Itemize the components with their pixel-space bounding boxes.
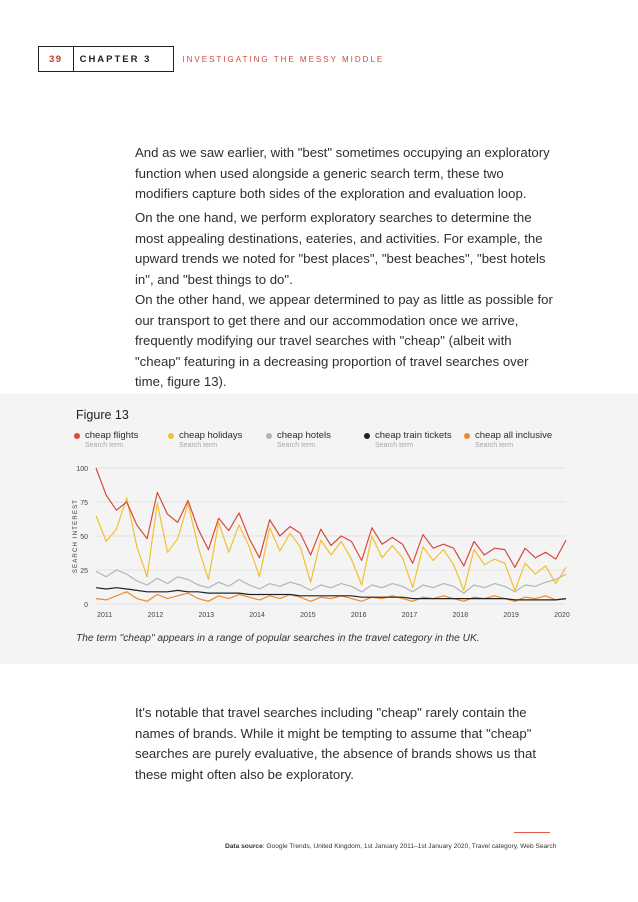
legend-subtitle: Search term: [277, 442, 316, 449]
x-tick-label: 2020: [554, 612, 570, 619]
x-tick-label: 2015: [300, 612, 316, 619]
chapter-label: CHAPTER 3: [73, 46, 175, 72]
body-paragraph-2: On the one hand, we perform exploratory searches to determine the most appealing destinations, eateries, and activities. For example, the upward trends we noted for "best places", "best beaches", "best hotels in", and "best things to do".: [135, 210, 546, 287]
page-header: [38, 46, 384, 72]
data-source: [225, 843, 556, 850]
legend-subtitle: Search term: [475, 442, 514, 449]
legend-label: cheap train tickets: [375, 430, 452, 441]
figure-title: Figure 13: [76, 408, 129, 422]
y-tick-label: 25: [80, 568, 88, 575]
x-tick-label: 2016: [350, 612, 367, 619]
x-tick-label: 2013: [198, 612, 215, 619]
x-tick-label: 2017: [401, 612, 418, 619]
y-axis-label: SEARCH INTEREST: [73, 498, 79, 574]
footer-divider: [514, 832, 550, 833]
series-line-cheap-all-inclusive: [96, 592, 566, 602]
body-paragraph-4: It's notable that travel searches including "cheap" rarely contain the names of brands. While it might be tempting to assume that "cheap" searches are purely evaluative, the absence of brands shows us that these might often also be exploratory.: [135, 705, 536, 782]
legend-item-cheap-flights: [74, 430, 138, 449]
x-tick-label: 2012: [147, 612, 164, 619]
y-tick-label: 0: [84, 602, 88, 609]
body-paragraph-1: And as we saw earlier, with "best" sometimes occupying an exploratory function when used alongside a generic search term, these two modifiers capture both sides of the exploration and evaluation loop.: [135, 145, 550, 201]
x-tick-label: 2019: [503, 612, 519, 619]
legend-subtitle: Search term: [85, 442, 124, 449]
series-line-cheap-hotels: [96, 570, 566, 593]
legend-label: cheap holidays: [179, 430, 243, 441]
legend-subtitle: Search term: [179, 442, 218, 449]
legend-subtitle: Search term: [375, 442, 414, 449]
legend-dot-icon: [464, 433, 470, 439]
line-chart: [62, 458, 574, 626]
page-number: 39: [38, 46, 73, 72]
y-tick-label: 75: [80, 500, 88, 507]
legend-item-cheap-all-inclusive: [464, 430, 552, 449]
y-tick-label: 50: [80, 534, 88, 541]
legend-dot-icon: [364, 433, 370, 439]
data-source-text: : Google Trends, United Kingdom, 1st January 2011–1st January 2020, Travel category, Web Search: [262, 843, 557, 850]
legend-item-cheap-hotels: [266, 430, 331, 449]
y-tick-label: 100: [76, 466, 88, 473]
legend-label: cheap all inclusive: [475, 430, 553, 441]
legend-item-cheap-train-tickets: [364, 430, 452, 449]
series-line-cheap-flights: [96, 468, 566, 567]
legend-dot-icon: [168, 433, 174, 439]
legend-dot-icon: [74, 433, 80, 439]
figure-caption: The term "cheap" appears in a range of popular searches in the travel category in the UK.: [76, 633, 480, 644]
legend-label: cheap hotels: [277, 430, 331, 441]
data-source-label: Data source: [225, 843, 263, 850]
chart-legend: [72, 430, 572, 454]
chapter-subtitle: INVESTIGATING THE MESSY MIDDLE: [182, 54, 385, 64]
x-tick-label: 2014: [249, 612, 265, 619]
x-tick-label: 2018: [452, 612, 469, 619]
legend-item-cheap-holidays: [168, 430, 242, 449]
x-tick-label: 2011: [97, 612, 113, 619]
legend-dot-icon: [266, 433, 272, 439]
body-paragraph-3: On the other hand, we appear determined to pay as little as possible for our transport to get there and our accommodation once we arrive, frequently modifying our travel searches with "cheap" (albeit with "cheap" featuring in a decreasing proportion of travel searches over time, figure 13).: [135, 292, 553, 389]
legend-label: cheap flights: [85, 430, 139, 441]
